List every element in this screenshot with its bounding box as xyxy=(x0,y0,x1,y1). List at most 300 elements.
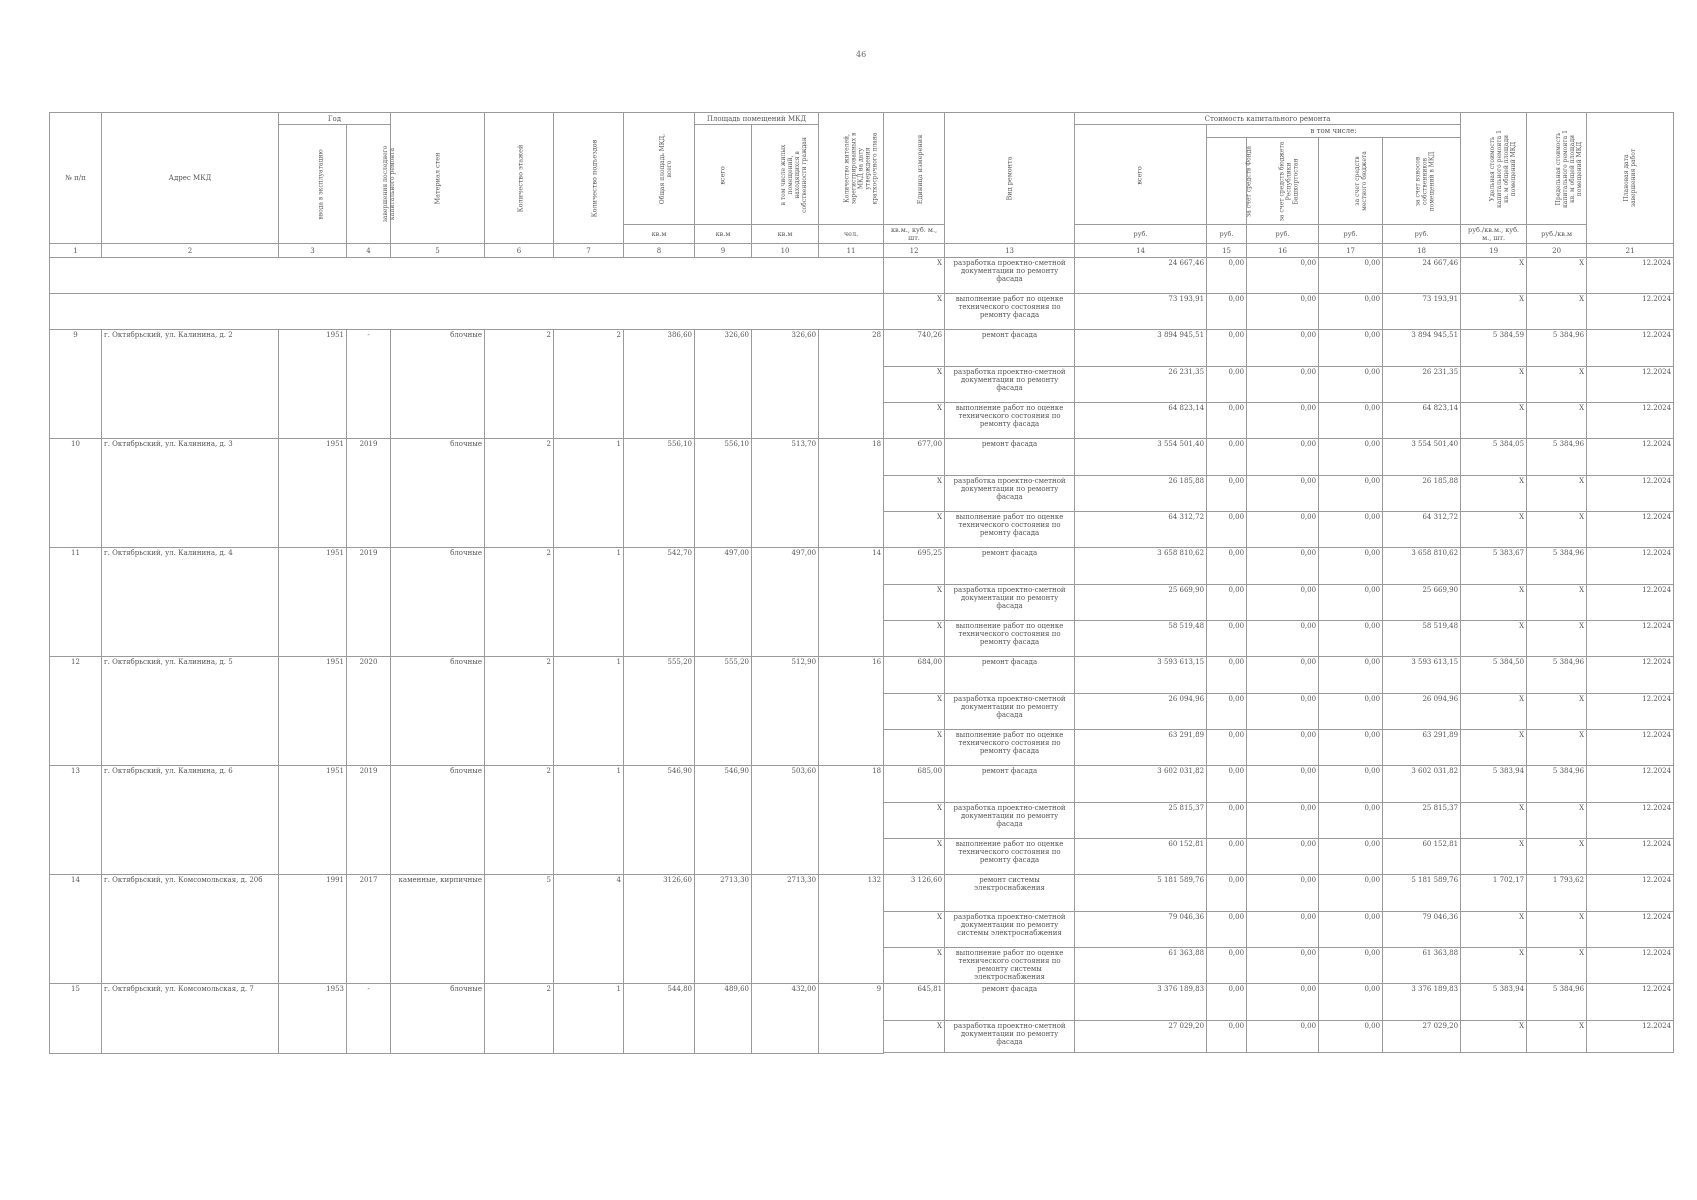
cell-work: разработка проектно-сметной документации по ремонту фасада xyxy=(945,1021,1075,1053)
cell-total-area: 555,20 xyxy=(624,657,695,766)
cell-local: 0,00 xyxy=(1319,984,1383,1021)
cell-local: 0,00 xyxy=(1319,803,1383,839)
cell-local: 0,00 xyxy=(1319,948,1383,984)
cell-unit: X xyxy=(884,839,945,875)
cell-unit-cost: X xyxy=(1461,730,1527,766)
unit-8: кв.м xyxy=(624,225,695,244)
cell-year-built: 1951 xyxy=(279,439,347,548)
cell-rb: 0,00 xyxy=(1247,585,1319,621)
cell-unit-cost: 1 702,17 xyxy=(1461,875,1527,912)
cell-rb: 0,00 xyxy=(1247,839,1319,875)
cell-fund: 0,00 xyxy=(1207,330,1247,367)
cell-unit: X xyxy=(884,1021,945,1053)
cell-unit-cost: X xyxy=(1461,585,1527,621)
cell-unit-cost: X xyxy=(1461,367,1527,403)
blank-merged-cell xyxy=(50,258,884,294)
cell-work: выполнение работ по оценке технического состояния по ремонту системы электроснабжения xyxy=(945,948,1075,984)
header-repair-type: Вид ремонта xyxy=(945,113,1075,244)
cell-fund: 0,00 xyxy=(1207,948,1247,984)
cell-fund: 0,00 xyxy=(1207,439,1247,476)
col-number: 6 xyxy=(485,244,554,258)
col-number: 13 xyxy=(945,244,1075,258)
cell-unit-cost: X xyxy=(1461,512,1527,548)
cell-date: 12.2024 xyxy=(1587,730,1674,766)
cell-owners: 3 602 031,82 xyxy=(1383,766,1461,803)
cell-fund: 0,00 xyxy=(1207,1021,1247,1053)
cell-owners: 26 094,96 xyxy=(1383,694,1461,730)
cell-unit-cost: X xyxy=(1461,912,1527,948)
cell-unit: X xyxy=(884,621,945,657)
cell-rb: 0,00 xyxy=(1247,294,1319,330)
cell-unit-cost: X xyxy=(1461,1021,1527,1053)
page-number: 46 xyxy=(856,50,867,59)
cell-owners: 79 046,36 xyxy=(1383,912,1461,948)
cell-local: 0,00 xyxy=(1319,403,1383,439)
cell-date: 12.2024 xyxy=(1587,984,1674,1021)
table-body xyxy=(50,258,1674,1054)
cell-num: 13 xyxy=(50,766,102,875)
cell-area-all: 555,20 xyxy=(695,657,752,766)
cell-max-cost: X xyxy=(1527,803,1587,839)
cell-entrances: 2 xyxy=(554,330,624,439)
cell-material: блочные xyxy=(391,984,485,1054)
cell-rb: 0,00 xyxy=(1247,912,1319,948)
cell-unit-cost: 5 383,94 xyxy=(1461,984,1527,1021)
header-god: Год xyxy=(279,113,391,125)
cell-total: 3 593 613,15 xyxy=(1075,657,1207,694)
cell-local: 0,00 xyxy=(1319,330,1383,367)
cell-max-cost: X xyxy=(1527,730,1587,766)
cell-area-citizens: 503,60 xyxy=(752,766,819,875)
cell-date: 12.2024 xyxy=(1587,657,1674,694)
cell-floors: 2 xyxy=(485,439,554,548)
cell-fund: 0,00 xyxy=(1207,984,1247,1021)
cell-year-built: 1951 xyxy=(279,548,347,657)
cell-fund: 0,00 xyxy=(1207,548,1247,585)
cell-unit-cost: 5 384,50 xyxy=(1461,657,1527,694)
cell-address: г. Октябрьский, ул. Калинина, д. 3 xyxy=(102,439,279,548)
cell-total: 64 823,14 xyxy=(1075,403,1207,439)
cell-total: 27 029,20 xyxy=(1075,1021,1207,1053)
cell-year-built: 1951 xyxy=(279,657,347,766)
cell-unit: X xyxy=(884,948,945,984)
cell-rb: 0,00 xyxy=(1247,439,1319,476)
cell-material: каменные, кирпичные xyxy=(391,875,485,984)
col-number: 12 xyxy=(884,244,945,258)
cell-date: 12.2024 xyxy=(1587,694,1674,730)
cell-unit: 3 126,60 xyxy=(884,875,945,912)
cell-local: 0,00 xyxy=(1319,657,1383,694)
unit-16: руб. xyxy=(1247,225,1319,244)
cell-work: ремонт фасада xyxy=(945,330,1075,367)
cell-work: выполнение работ по оценке технического состояния по ремонту фасада xyxy=(945,839,1075,875)
cell-unit-cost: 5 383,67 xyxy=(1461,548,1527,585)
header-residents: Количество жителей, зарегистрированных в МКД на дату утверждения краткосрочного плана xyxy=(819,113,884,225)
cell-max-cost: X xyxy=(1527,839,1587,875)
cell-unit: X xyxy=(884,912,945,948)
col-number: 8 xyxy=(624,244,695,258)
cell-entrances: 4 xyxy=(554,875,624,984)
col-number: 9 xyxy=(695,244,752,258)
cell-work: разработка проектно-сметной документации по ремонту фасада xyxy=(945,367,1075,403)
cell-work: ремонт фасада xyxy=(945,766,1075,803)
cell-total: 3 894 945,51 xyxy=(1075,330,1207,367)
cell-work: выполнение работ по оценке технического состояния по ремонту фасада xyxy=(945,730,1075,766)
cell-owners: 61 363,88 xyxy=(1383,948,1461,984)
unit-11: чел. xyxy=(819,225,884,244)
cell-unit: 685,00 xyxy=(884,766,945,803)
cell-fund: 0,00 xyxy=(1207,294,1247,330)
cell-entrances: 1 xyxy=(554,766,624,875)
cell-fund: 0,00 xyxy=(1207,766,1247,803)
col-number: 11 xyxy=(819,244,884,258)
cell-work: ремонт фасада xyxy=(945,657,1075,694)
cell-work: ремонт фасада xyxy=(945,984,1075,1021)
cell-local: 0,00 xyxy=(1319,730,1383,766)
col-number: 4 xyxy=(347,244,391,258)
cell-area-all: 546,90 xyxy=(695,766,752,875)
cell-material: блочные xyxy=(391,657,485,766)
cell-unit-cost: X xyxy=(1461,403,1527,439)
cell-owners: 25 669,90 xyxy=(1383,585,1461,621)
col-number: 3 xyxy=(279,244,347,258)
table-row-building xyxy=(50,875,1674,912)
cell-material: блочные xyxy=(391,439,485,548)
cell-owners: 24 667,46 xyxy=(1383,258,1461,294)
unit-20: руб./кв.м xyxy=(1527,225,1587,244)
cell-date: 12.2024 xyxy=(1587,403,1674,439)
header-area-citizens: в том числе жилых помещений, находящихся в собственности граждан xyxy=(752,125,819,225)
cell-floors: 5 xyxy=(485,875,554,984)
cell-date: 12.2024 xyxy=(1587,621,1674,657)
cell-fund: 0,00 xyxy=(1207,803,1247,839)
cell-unit: 645,81 xyxy=(884,984,945,1021)
cell-max-cost: 1 793,62 xyxy=(1527,875,1587,912)
cell-address: г. Октябрьский, ул. Комсомольская, д. 7 xyxy=(102,984,279,1054)
cell-local: 0,00 xyxy=(1319,1021,1383,1053)
cell-unit-cost: X xyxy=(1461,258,1527,294)
table-row-building xyxy=(50,657,1674,694)
cell-floors: 2 xyxy=(485,984,554,1054)
cell-local: 0,00 xyxy=(1319,367,1383,403)
cell-date: 12.2024 xyxy=(1587,439,1674,476)
cell-work: разработка проектно-сметной документации по ремонту фасада xyxy=(945,694,1075,730)
cell-material: блочные xyxy=(391,766,485,875)
cell-address: г. Октябрьский, ул. Калинина, д. 2 xyxy=(102,330,279,439)
cell-owners: 3 376 189,83 xyxy=(1383,984,1461,1021)
header-budget-rb: за счет средств бюджета Республики Башкортостан xyxy=(1247,138,1319,225)
cell-num: 10 xyxy=(50,439,102,548)
cell-unit-cost: 5 384,59 xyxy=(1461,330,1527,367)
cell-local: 0,00 xyxy=(1319,439,1383,476)
cell-max-cost: X xyxy=(1527,1021,1587,1053)
cell-unit: X xyxy=(884,512,945,548)
cell-floors: 2 xyxy=(485,548,554,657)
unit-10: кв.м xyxy=(752,225,819,244)
cell-area-citizens: 513,70 xyxy=(752,439,819,548)
cell-address: г. Октябрьский, ул. Калинина, д. 5 xyxy=(102,657,279,766)
cell-total: 3 554 501,40 xyxy=(1075,439,1207,476)
cell-residents: 18 xyxy=(819,439,884,548)
cell-max-cost: 5 384,96 xyxy=(1527,330,1587,367)
cell-owners: 63 291,89 xyxy=(1383,730,1461,766)
cell-owners: 26 185,88 xyxy=(1383,476,1461,512)
cell-local: 0,00 xyxy=(1319,585,1383,621)
cell-total: 61 363,88 xyxy=(1075,948,1207,984)
cell-residents: 14 xyxy=(819,548,884,657)
cell-date: 12.2024 xyxy=(1587,839,1674,875)
col-number: 2 xyxy=(102,244,279,258)
cell-area-citizens: 497,00 xyxy=(752,548,819,657)
cell-total: 5 181 589,76 xyxy=(1075,875,1207,912)
cell-date: 12.2024 xyxy=(1587,512,1674,548)
cell-local: 0,00 xyxy=(1319,548,1383,585)
cell-residents: 9 xyxy=(819,984,884,1054)
cell-rb: 0,00 xyxy=(1247,330,1319,367)
cell-area-citizens: 432,00 xyxy=(752,984,819,1054)
cell-year-repair: 2019 xyxy=(347,439,391,548)
cell-date: 12.2024 xyxy=(1587,367,1674,403)
header-address: Адрес МКД xyxy=(102,113,279,244)
cell-num: 9 xyxy=(50,330,102,439)
cell-entrances: 1 xyxy=(554,984,624,1054)
cell-unit-cost: X xyxy=(1461,839,1527,875)
cell-rb: 0,00 xyxy=(1247,621,1319,657)
header-max-cost: Предельная стоимость капитального ремонта 1 кв. м общей площади помещений МКД xyxy=(1527,113,1587,225)
cell-owners: 3 593 613,15 xyxy=(1383,657,1461,694)
cell-num: 14 xyxy=(50,875,102,984)
cell-total: 3 602 031,82 xyxy=(1075,766,1207,803)
cell-fund: 0,00 xyxy=(1207,912,1247,948)
cell-total-area: 386,60 xyxy=(624,330,695,439)
cell-work: выполнение работ по оценке технического состояния по ремонту фасада xyxy=(945,403,1075,439)
col-number: 5 xyxy=(391,244,485,258)
header-v-tom-chisle: в том числе: xyxy=(1207,125,1461,138)
cell-local: 0,00 xyxy=(1319,476,1383,512)
cell-max-cost: X xyxy=(1527,367,1587,403)
cell-fund: 0,00 xyxy=(1207,621,1247,657)
cell-unit-cost: X xyxy=(1461,621,1527,657)
cell-total: 3 376 189,83 xyxy=(1075,984,1207,1021)
cell-max-cost: X xyxy=(1527,258,1587,294)
cell-fund: 0,00 xyxy=(1207,476,1247,512)
header-year-built: ввода в эксплуатацию xyxy=(279,125,347,244)
header-cost-group: Стоимость капитального ремонта xyxy=(1075,113,1461,125)
header-floors: Количество этажей xyxy=(485,113,554,244)
col-number: 16 xyxy=(1247,244,1319,258)
cell-rb: 0,00 xyxy=(1247,875,1319,912)
cell-total: 26 185,88 xyxy=(1075,476,1207,512)
cell-rb: 0,00 xyxy=(1247,476,1319,512)
cell-max-cost: X xyxy=(1527,912,1587,948)
header-total-area: Общая площадь МКД, всего xyxy=(624,113,695,225)
cell-work: ремонт фасада xyxy=(945,548,1075,585)
header-fund: за счет средств Фонда xyxy=(1207,138,1247,225)
cell-local: 0,00 xyxy=(1319,839,1383,875)
cell-residents: 18 xyxy=(819,766,884,875)
cell-rb: 0,00 xyxy=(1247,948,1319,984)
cell-total: 63 291,89 xyxy=(1075,730,1207,766)
capital-repair-table xyxy=(49,112,1674,1054)
cell-local: 0,00 xyxy=(1319,766,1383,803)
cell-unit: 677,00 xyxy=(884,439,945,476)
cell-local: 0,00 xyxy=(1319,258,1383,294)
cell-floors: 2 xyxy=(485,330,554,439)
cell-address: г. Октябрьский, ул. Калинина, д. 4 xyxy=(102,548,279,657)
cell-work: разработка проектно-сметной документации по ремонту фасада xyxy=(945,258,1075,294)
header-unit: Единица измерения xyxy=(884,113,945,225)
cell-date: 12.2024 xyxy=(1587,258,1674,294)
cell-entrances: 1 xyxy=(554,657,624,766)
unit-17: руб. xyxy=(1319,225,1383,244)
cell-year-repair: 2019 xyxy=(347,766,391,875)
cell-year-repair: 2020 xyxy=(347,657,391,766)
cell-entrances: 1 xyxy=(554,439,624,548)
cell-max-cost: X xyxy=(1527,694,1587,730)
cell-unit: X xyxy=(884,258,945,294)
unit-15: руб. xyxy=(1207,225,1247,244)
cell-fund: 0,00 xyxy=(1207,258,1247,294)
capital-repair-table-container xyxy=(49,112,1673,1054)
cell-owners: 58 519,48 xyxy=(1383,621,1461,657)
cell-work: выполнение работ по оценке технического состояния по ремонту фасада xyxy=(945,294,1075,330)
cell-max-cost: 5 384,96 xyxy=(1527,439,1587,476)
cell-local: 0,00 xyxy=(1319,912,1383,948)
header-total: всего xyxy=(1075,125,1207,225)
cell-unit: X xyxy=(884,694,945,730)
cell-floors: 2 xyxy=(485,766,554,875)
cell-fund: 0,00 xyxy=(1207,657,1247,694)
cell-floors: 2 xyxy=(485,657,554,766)
cell-fund: 0,00 xyxy=(1207,585,1247,621)
cell-fund: 0,00 xyxy=(1207,730,1247,766)
cell-date: 12.2024 xyxy=(1587,875,1674,912)
cell-year-repair: 2017 xyxy=(347,875,391,984)
table-row-building xyxy=(50,439,1674,476)
col-number: 1 xyxy=(50,244,102,258)
cell-total: 26 094,96 xyxy=(1075,694,1207,730)
cell-rb: 0,00 xyxy=(1247,1021,1319,1053)
cell-unit: 684,00 xyxy=(884,657,945,694)
cell-num: 11 xyxy=(50,548,102,657)
cell-address: г. Октябрьский, ул. Комсомольская, д. 20б xyxy=(102,875,279,984)
cell-max-cost: 5 384,96 xyxy=(1527,766,1587,803)
cell-work: выполнение работ по оценке технического состояния по ремонту фасада xyxy=(945,621,1075,657)
cell-year-built: 1951 xyxy=(279,766,347,875)
cell-area-all: 326,60 xyxy=(695,330,752,439)
cell-owners: 3 658 810,62 xyxy=(1383,548,1461,585)
cell-material: блочные xyxy=(391,330,485,439)
cell-unit-cost: X xyxy=(1461,948,1527,984)
cell-year-repair: - xyxy=(347,330,391,439)
cell-rb: 0,00 xyxy=(1247,367,1319,403)
cell-owners: 27 029,20 xyxy=(1383,1021,1461,1053)
cell-work: разработка проектно-сметной документации по ремонту фасада xyxy=(945,803,1075,839)
cell-rb: 0,00 xyxy=(1247,403,1319,439)
cell-work: разработка проектно-сметной документации по ремонту фасада xyxy=(945,476,1075,512)
header-year-repair: завершения последнего капитального ремонта xyxy=(347,125,391,244)
cell-unit-cost: 5 383,94 xyxy=(1461,766,1527,803)
cell-area-citizens: 2713,30 xyxy=(752,875,819,984)
cell-fund: 0,00 xyxy=(1207,839,1247,875)
cell-unit: X xyxy=(884,730,945,766)
cell-max-cost: X xyxy=(1527,403,1587,439)
header-owners: за счет взносов собственников помещений в МКД xyxy=(1383,138,1461,225)
cell-date: 12.2024 xyxy=(1587,948,1674,984)
cell-fund: 0,00 xyxy=(1207,875,1247,912)
cell-total-area: 542,70 xyxy=(624,548,695,657)
unit-19: руб./кв.м., куб. м., шт. xyxy=(1461,225,1527,244)
cell-material: блочные xyxy=(391,548,485,657)
cell-local: 0,00 xyxy=(1319,694,1383,730)
cell-rb: 0,00 xyxy=(1247,694,1319,730)
cell-area-citizens: 326,60 xyxy=(752,330,819,439)
cell-max-cost: X xyxy=(1527,585,1587,621)
cell-unit-cost: X xyxy=(1461,476,1527,512)
col-number: 19 xyxy=(1461,244,1527,258)
cell-year-built: 1953 xyxy=(279,984,347,1054)
cell-total: 64 312,72 xyxy=(1075,512,1207,548)
cell-unit-cost: 5 384,05 xyxy=(1461,439,1527,476)
cell-address: г. Октябрьский, ул. Калинина, д. 6 xyxy=(102,766,279,875)
cell-rb: 0,00 xyxy=(1247,657,1319,694)
header-area-group: Площадь помещений МКД xyxy=(695,113,819,125)
cell-max-cost: X xyxy=(1527,512,1587,548)
cell-date: 12.2024 xyxy=(1587,548,1674,585)
cell-fund: 0,00 xyxy=(1207,403,1247,439)
cell-max-cost: X xyxy=(1527,621,1587,657)
cell-total-area: 3126,60 xyxy=(624,875,695,984)
table-row-subwork xyxy=(50,258,1674,294)
cell-max-cost: X xyxy=(1527,948,1587,984)
header-area-all: всего xyxy=(695,125,752,225)
cell-owners: 3 894 945,51 xyxy=(1383,330,1461,367)
cell-area-all: 2713,30 xyxy=(695,875,752,984)
cell-year-repair: - xyxy=(347,984,391,1054)
cell-local: 0,00 xyxy=(1319,621,1383,657)
cell-fund: 0,00 xyxy=(1207,367,1247,403)
cell-area-all: 489,60 xyxy=(695,984,752,1054)
cell-residents: 16 xyxy=(819,657,884,766)
cell-total-area: 544,80 xyxy=(624,984,695,1054)
table-row-building xyxy=(50,548,1674,585)
cell-area-all: 556,10 xyxy=(695,439,752,548)
cell-rb: 0,00 xyxy=(1247,730,1319,766)
col-number: 18 xyxy=(1383,244,1461,258)
cell-owners: 64 312,72 xyxy=(1383,512,1461,548)
cell-year-built: 1951 xyxy=(279,330,347,439)
cell-unit: 740,26 xyxy=(884,330,945,367)
col-number: 14 xyxy=(1075,244,1207,258)
cell-local: 0,00 xyxy=(1319,512,1383,548)
col-number: 10 xyxy=(752,244,819,258)
cell-rb: 0,00 xyxy=(1247,984,1319,1021)
cell-max-cost: X xyxy=(1527,476,1587,512)
header-unit-cost: Удельная стоимость капитального ремонта 1 кв. м общей площади помещений МКД xyxy=(1461,113,1527,225)
cell-date: 12.2024 xyxy=(1587,1021,1674,1053)
cell-max-cost: 5 384,96 xyxy=(1527,548,1587,585)
cell-unit: X xyxy=(884,585,945,621)
cell-rb: 0,00 xyxy=(1247,766,1319,803)
cell-total: 26 231,35 xyxy=(1075,367,1207,403)
cell-owners: 60 152,81 xyxy=(1383,839,1461,875)
cell-residents: 28 xyxy=(819,330,884,439)
header-plan-date: Плановая дата завершения работ xyxy=(1587,113,1674,244)
unit-12: кв.м., куб. м., шт. xyxy=(884,225,945,244)
cell-max-cost: 5 384,96 xyxy=(1527,984,1587,1021)
cell-work: разработка проектно-сметной документации по ремонту фасада xyxy=(945,585,1075,621)
header-material: Материал стен xyxy=(391,113,485,244)
